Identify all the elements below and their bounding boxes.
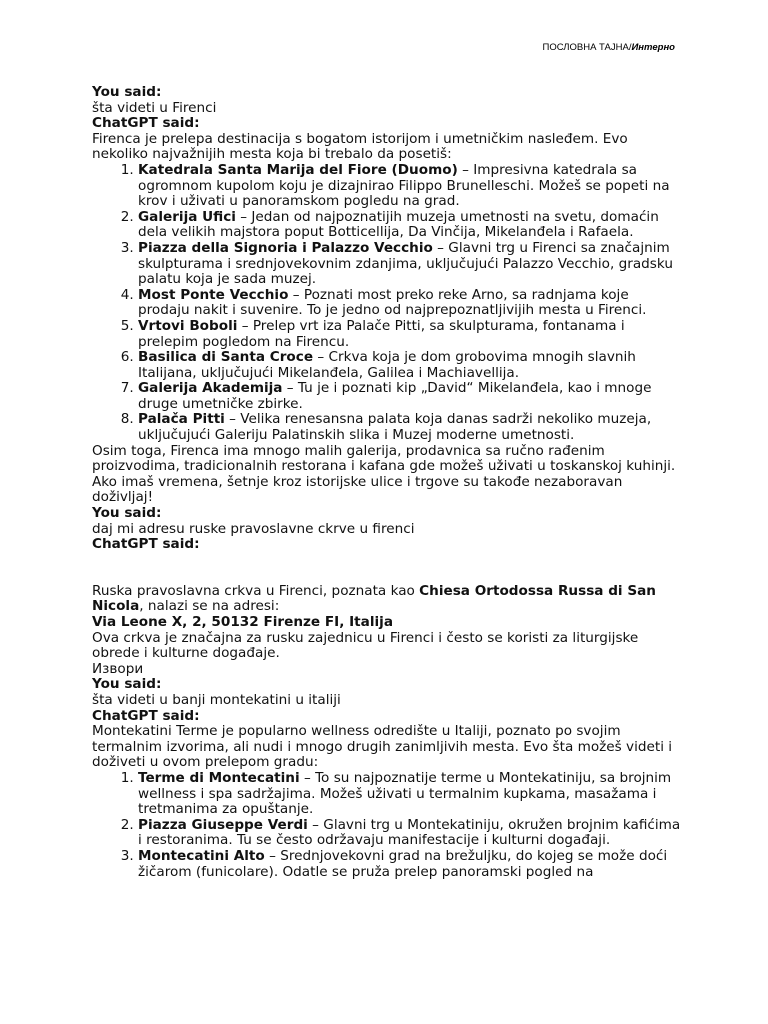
florence-list xyxy=(92,163,682,444)
question-1: šta videti u Firenci xyxy=(92,99,217,116)
you-said-label: You said: xyxy=(92,84,162,100)
list-item: 5. Vrtovi Boboli – Prelep vrt iza Palače Pitti, sa skulpturama, fontanama i prelepim pogledom na Firencu. xyxy=(138,319,682,350)
document-body xyxy=(92,85,682,880)
church-address: Via Leone X, 2, 50132 Firenze FI, Italija xyxy=(92,614,393,630)
answer-3-intro: Montekatini Terme je popularno wellness odredište u Italiji, poznato po svojim termalnim izvorima, ali nudi i mnogo drugih zanimljivih mesta. Evo šta možeš videti i doživeti u ovom prelepom gradu: xyxy=(92,723,673,771)
question-3: šta videti u banji montekatini u italiji xyxy=(92,691,341,708)
chatgpt-said-label: ChatGPT said: xyxy=(92,707,200,724)
list-item: 4. Most Ponte Vecchio – Poznati most preko reke Arno, sa radnjama koje prodaju nakit i suvenire. To je jedno od najprepoznatljivijih mesta u Firenci. xyxy=(138,288,682,319)
list-item: 8. Palača Pitti – Velika renesansna palata koja danas sadrži nekoliko muzeja, uključujući Galeriju Palatinskih slika i Muzej moderne umetnosti. xyxy=(138,412,682,443)
document-header xyxy=(542,42,675,53)
list-item: 7. Galerija Akademija – Tu je i poznati kip „David“ Mikelanđela, kao i mnoge druge umetničke zbirke. xyxy=(138,381,682,412)
answer-1-intro: Firenca je prelepa destinacija s bogatom istorijom i umetničkim nasleđem. Evo nekoliko najvažnijih mesta koja bi trebalo da posetiš: xyxy=(92,130,628,163)
list-item: 1. Terme di Montecatini – To su najpoznatije terme u Montekatiniju, sa brojnim wellness i spa sadržajima. Možeš uživati u termalnim kupkama, masažama i tretmanima za opuštanje. xyxy=(138,771,682,818)
chatgpt-said-label: ChatGPT said: xyxy=(92,115,200,132)
answer-2-text: Ruska pravoslavna crkva u Firenci, poznata kao Chiesa Ortodossa Russa di San Nicola, nalazi se na adresi: xyxy=(92,582,656,615)
list-item: 1. Katedrala Santa Marija del Fiore (Duomo) – Impresivna katedrala sa ogromnom kupolom koju je dizajnirao Filippo Brunelleschi. Možeš se popeti na krov i uživati u panoramskom pogledu na grad. xyxy=(138,163,682,210)
sources-label: Извори xyxy=(92,660,144,677)
list-item: 2. Galerija Ufici – Jedan od najpoznatijih muzeja umetnosti na svetu, domaćin dela velikih majstora poput Botticellija, Da Vinčija, Mikelanđela i Rafaela. xyxy=(138,210,682,241)
list-item: 6. Basilica di Santa Croce – Crkva koja je dom grobovima mnogih slavnih Italijana, uključujući Mikelanđela, Galilea i Machiavellija. xyxy=(138,350,682,381)
list-item: 3. Piazza della Signoria i Palazzo Vecchio – Glavni trg u Firenci sa značajnim skulpturama i srednjovekovnim zdanjima, uključujući Palazzo Vecchio, gradsku palatu koja je sada muzej. xyxy=(138,241,682,288)
you-said-label: You said: xyxy=(92,676,162,693)
list-item: 3. Montecatini Alto – Srednjovekovni grad na brežuljku, do kojeg se može doći žičarom (funicolare). Odatle se pruža prelep panoramski pogled na xyxy=(138,849,682,880)
answer-2-note: Ova crkva je značajna za rusku zajednicu u Firenci i često se koristi za liturgijske obrede i kulturne događaje. xyxy=(92,629,639,662)
list-item: 2. Piazza Giuseppe Verdi – Glavni trg u Montekatiniju, okružen brojnim kafićima i restoranima. Tu se često održavaju manifestacije i kulturni događaji. xyxy=(138,818,682,849)
montecatini-list xyxy=(92,771,682,880)
classification-italic: Интерно xyxy=(631,42,675,53)
classification-label: ПОСЛОВНА ТАЈНА/ xyxy=(542,42,632,53)
answer-1-outro: Osim toga, Firenca ima mnogo malih galerija, prodavnica sa ručno rađenim proizvodima, tradicionalnih restorana i kafana gde možeš uživati u toskanskoj kuhinji. Ako imaš vremena, šetnje kroz istorijske ulice i trgove su takođe nezaboravan doživljaj! xyxy=(92,442,676,506)
spacer xyxy=(92,553,682,584)
question-2: daj mi adresu ruske pravoslavne ckrve u firenci xyxy=(92,520,415,537)
chatgpt-said-label: ChatGPT said: xyxy=(92,536,200,553)
you-said-label: You said: xyxy=(92,505,162,522)
